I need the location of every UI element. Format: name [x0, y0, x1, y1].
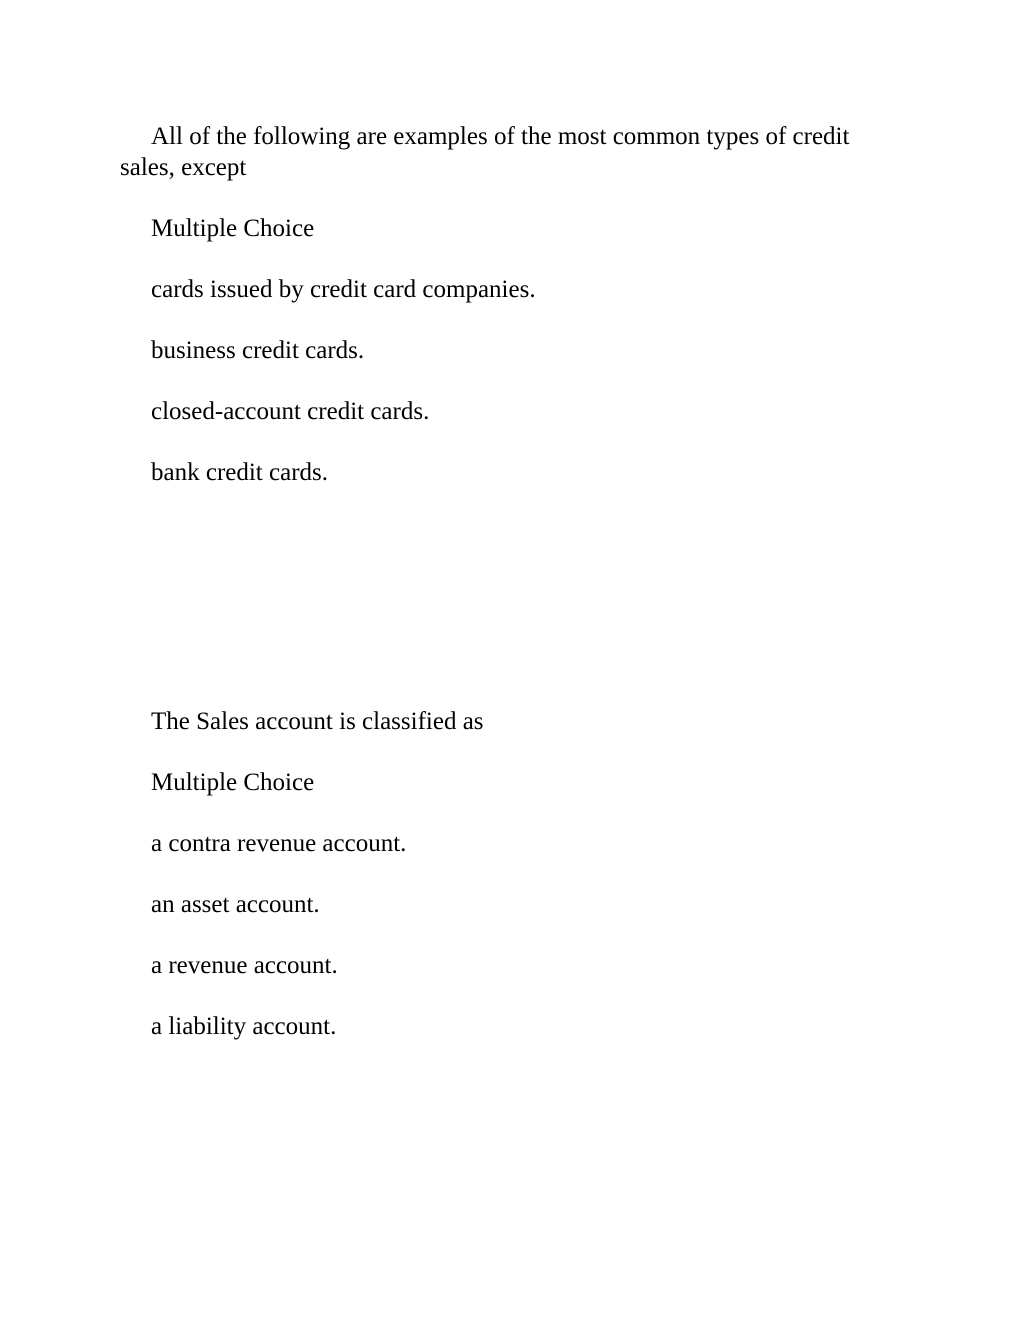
question-stem: All of the following are examples of the most common types of credit sales, except	[120, 123, 850, 181]
question-stem: The Sales account is classified as	[151, 708, 484, 735]
answer-option[interactable]: a revenue account.	[151, 952, 338, 979]
question-1	[120, 121, 910, 488]
answer-option[interactable]: a liability account.	[151, 1013, 337, 1040]
question-type-label: Multiple Choice	[151, 769, 315, 796]
answer-option[interactable]: closed-account credit cards.	[151, 398, 430, 425]
answer-option[interactable]: cards issued by credit card companies.	[151, 276, 536, 303]
answer-option[interactable]: business credit cards.	[151, 337, 365, 364]
answer-option[interactable]: an asset account.	[151, 891, 320, 918]
answer-option[interactable]: a contra revenue account.	[151, 830, 407, 857]
answer-option[interactable]: bank credit cards.	[151, 459, 329, 486]
question-2	[120, 706, 910, 1042]
question-type-label: Multiple Choice	[151, 215, 315, 242]
